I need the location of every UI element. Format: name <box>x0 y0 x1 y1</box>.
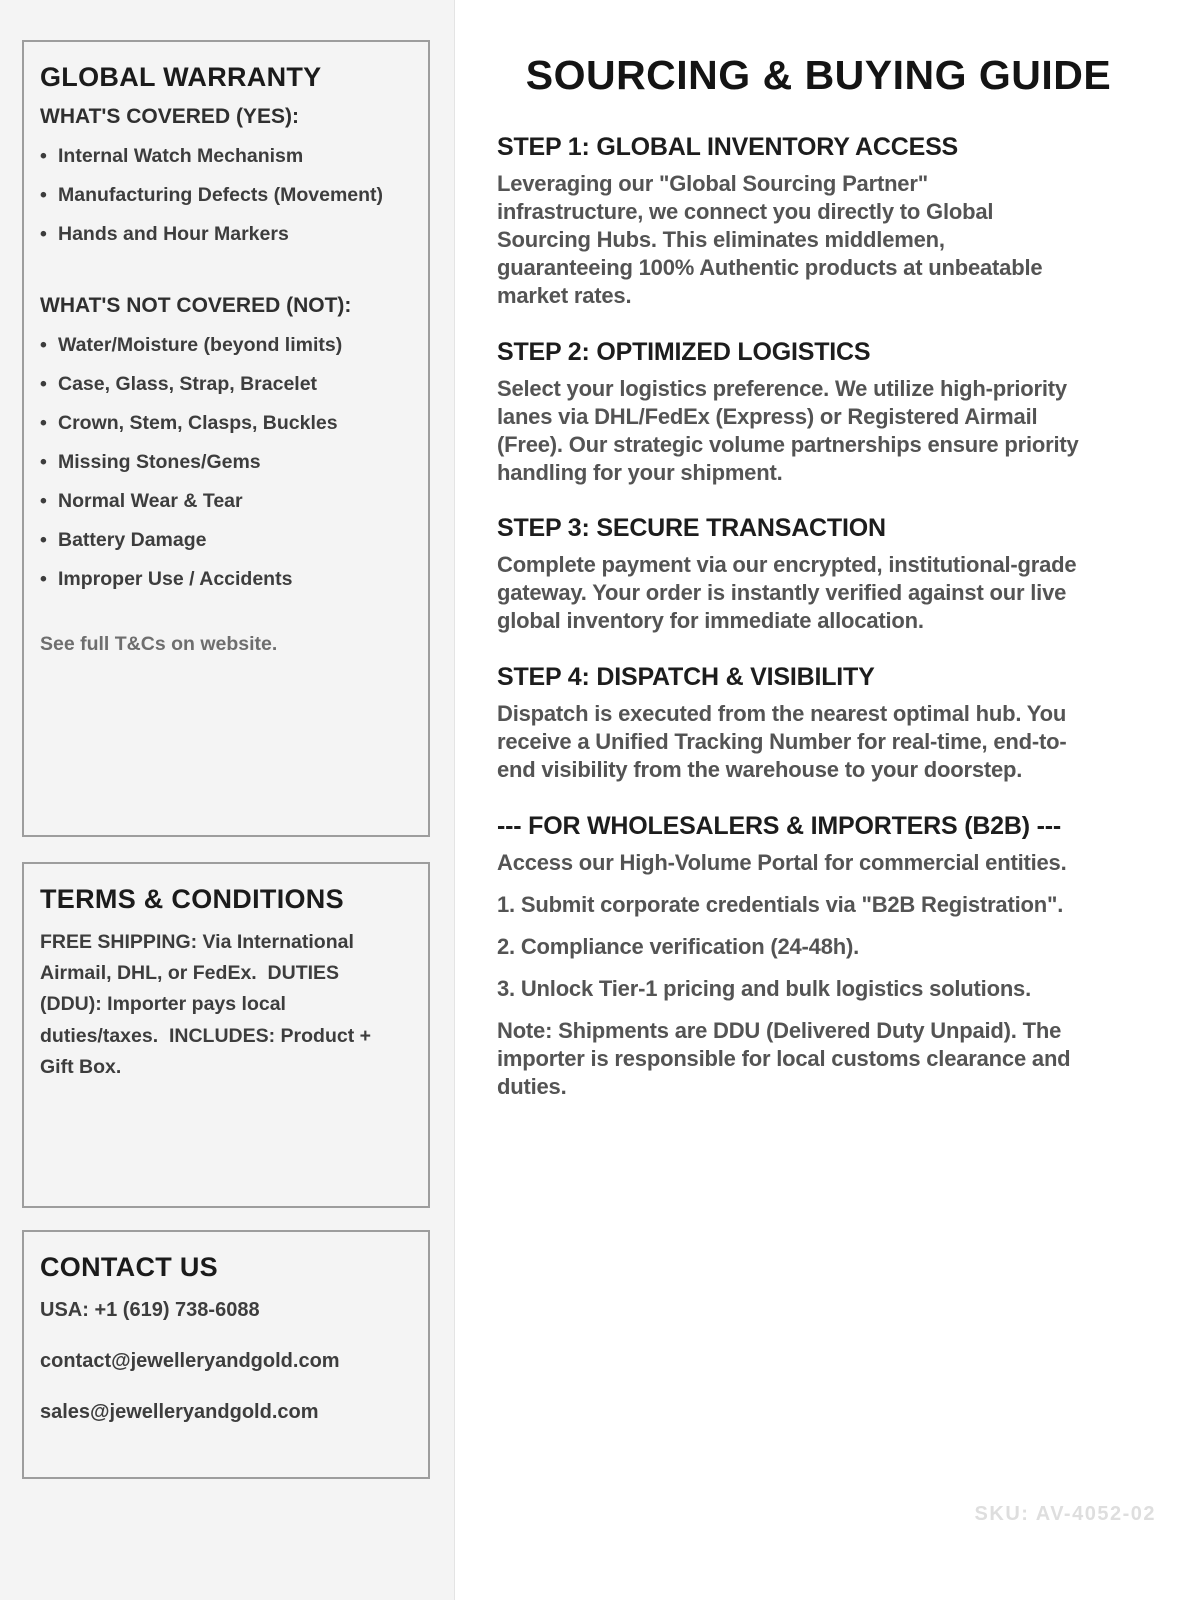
page-title: SOURCING & BUYING GUIDE <box>525 52 1112 98</box>
contact-title: CONTACT US <box>40 1252 218 1282</box>
list-item <box>40 215 412 254</box>
sidebar <box>0 0 455 1600</box>
covered-heading: WHAT'S COVERED (YES): <box>40 105 299 128</box>
terms-title: TERMS & CONDITIONS <box>40 884 344 914</box>
sku-label: SKU: AV-4052-02 <box>974 1503 1156 1525</box>
step-4-paragraph: Dispatch is executed from the nearest optimal hub. You receive a Unified Tracking Number for real-time, end-to-end visibility from the warehouse to your doorstep. <box>497 701 1067 783</box>
list-item-label: Hands and Hour Markers <box>58 223 289 245</box>
bullet-icon: • <box>40 568 47 590</box>
step-1-section <box>497 133 1140 310</box>
list-item-label: Manufacturing Defects (Movement) <box>58 184 384 206</box>
not-covered-list <box>40 326 412 599</box>
list-item-label: Water/Moisture (beyond limits) <box>58 334 343 356</box>
bullet-icon: • <box>40 490 47 512</box>
contact-phone: USA: +1 (619) 738-6088 <box>40 1299 260 1321</box>
warranty-footnote: See full T&Cs on website. <box>40 633 278 655</box>
bullet-icon: • <box>40 373 47 395</box>
b2b-step-1: 1. Submit corporate credentials via "B2B Registration". <box>497 892 1064 917</box>
step-3-heading: STEP 3: SECURE TRANSACTION <box>497 514 886 543</box>
sourcing-guide <box>455 0 1200 1600</box>
contact-box <box>22 1230 430 1479</box>
list-item-label: Case, Glass, Strap, Bracelet <box>58 373 318 395</box>
list-item <box>40 365 412 404</box>
b2b-heading: --- FOR WHOLESALERS & IMPORTERS (B2B) --- <box>497 812 1061 841</box>
terms-body: FREE SHIPPING: Via International Airmail, DHL, or FedEx. DUTIES (DDU): Importer pays local duties/taxes. INCLUDES: Product + Gift Box. <box>40 931 377 1078</box>
list-item <box>40 560 412 599</box>
warranty-title: GLOBAL WARRANTY <box>40 62 322 92</box>
step-4-heading: STEP 4: DISPATCH & VISIBILITY <box>497 663 875 692</box>
list-item <box>40 326 412 365</box>
b2b-step-2: 2. Compliance verification (24-48h). <box>497 933 860 959</box>
step-1-paragraph: Leveraging our "Global Sourcing Partner" infrastructure, we connect you directly to Global Sourcing Hubs. This eliminates middlemen, guaranteeing 100% Authentic products at unbeatable market rates. <box>497 171 1043 308</box>
list-item <box>40 176 412 215</box>
bullet-icon: • <box>40 223 47 245</box>
bullet-icon: • <box>40 529 47 551</box>
list-item <box>40 404 412 443</box>
step-1-heading: STEP 1: GLOBAL INVENTORY ACCESS <box>497 133 959 161</box>
b2b-intro: Access our High-Volume Portal for commercial entities. <box>497 850 1067 876</box>
step-2-paragraph: Select your logistics preference. We utilize high-priority lanes via DHL/FedEx (Express) or Registered Airmail (Free). Our strategic volume partnerships ensure priority handling for your shipment. <box>497 375 1079 485</box>
list-item-label: Internal Watch Mechanism <box>58 145 304 167</box>
list-item-label: Crown, Stem, Clasps, Buckles <box>58 412 338 434</box>
sales-email[interactable]: sales@jewelleryandgold.com <box>40 1401 319 1423</box>
b2b-step-3: 3. Unlock Tier-1 pricing and bulk logistics solutions. <box>497 975 1032 1001</box>
step-2-section <box>497 338 1140 487</box>
list-item-label: Improper Use / Accidents <box>58 568 293 590</box>
bullet-icon: • <box>40 412 47 434</box>
step-2-heading: STEP 2: OPTIMIZED LOGISTICS <box>497 337 871 366</box>
bullet-icon: • <box>40 334 47 356</box>
list-item-label: Missing Stones/Gems <box>58 451 261 473</box>
terms-box <box>22 862 430 1208</box>
list-item <box>40 443 412 482</box>
contact-email[interactable]: contact@jewelleryandgold.com <box>40 1350 340 1372</box>
list-item-label: Battery Damage <box>58 529 207 551</box>
list-item <box>40 521 412 560</box>
covered-list <box>40 137 412 254</box>
not-covered-heading: WHAT'S NOT COVERED (NOT): <box>40 294 352 317</box>
list-item <box>40 482 412 521</box>
bullet-icon: • <box>40 145 47 167</box>
bullet-icon: • <box>40 184 47 206</box>
ddu-note: Note: Shipments are DDU (Delivered Duty Unpaid). The importer is responsible for local customs clearance and duties. <box>497 1017 1071 1099</box>
b2b-section <box>497 812 1140 1101</box>
step-3-section <box>497 514 1140 635</box>
step-4-section <box>497 663 1140 784</box>
bullet-icon: • <box>40 451 47 473</box>
warranty-box <box>22 40 430 837</box>
list-item <box>40 137 412 176</box>
step-3-paragraph: Complete payment via our encrypted, institutional-grade gateway. Your order is instantly verified against our live global inventory for immediate allocation. <box>497 552 1077 634</box>
list-item-label: Normal Wear & Tear <box>58 490 243 512</box>
